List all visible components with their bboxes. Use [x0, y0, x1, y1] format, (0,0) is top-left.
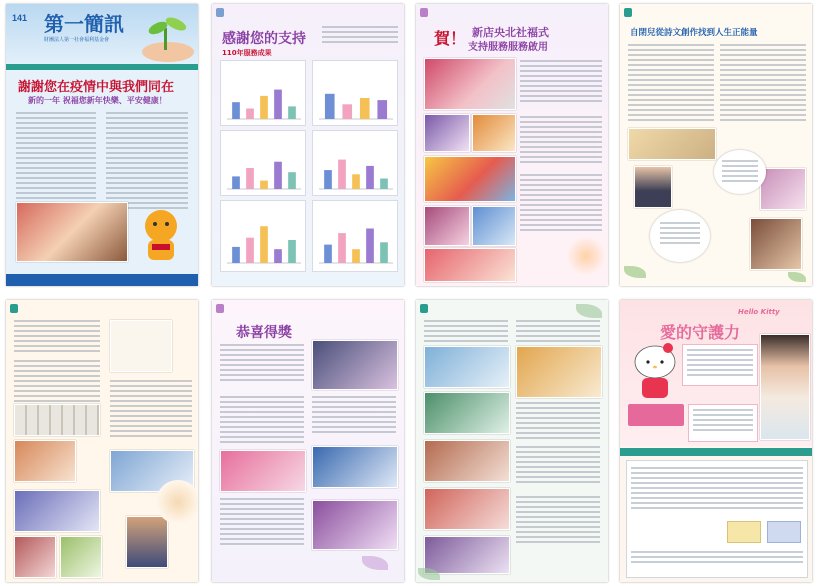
chart-bar: [352, 249, 360, 263]
page-6-awards: [212, 300, 404, 582]
chart-bar: [260, 226, 268, 263]
page-3-title-line3: 支持服務服務啟用: [468, 42, 548, 53]
page-3-title-mark: 賀！: [434, 29, 467, 48]
page-2-tag: [216, 8, 224, 17]
page-3-header: [416, 4, 608, 20]
chart-bar: [342, 104, 352, 119]
poem-bubble: [650, 210, 710, 262]
page-6-award-list: [220, 344, 304, 384]
poem-text: [660, 222, 700, 247]
cover-article-col2: [106, 112, 188, 212]
form-fields: [631, 467, 803, 512]
chart-bar: [377, 100, 387, 119]
certificate-photo: [110, 320, 172, 372]
page-4-text-col1: [628, 44, 714, 124]
chart-bar: [260, 181, 268, 189]
event-photo: [424, 488, 510, 530]
poem-text: [722, 160, 758, 185]
chart-bar: [260, 96, 268, 119]
page-1-cover: [6, 4, 198, 286]
page-8-campaign: [620, 300, 812, 582]
event-photo: [472, 206, 516, 246]
hello-kitty-icon: [630, 340, 680, 400]
chart-bar: [232, 247, 240, 263]
event-photo: [424, 536, 510, 574]
chart-bar: [380, 179, 388, 190]
activity-photo: [14, 536, 56, 578]
chart-bar: [338, 233, 346, 263]
event-photo: [424, 392, 510, 434]
page-7-events: [416, 300, 608, 582]
event-photo: [424, 248, 516, 282]
event-photo: [516, 346, 602, 398]
page-5-header: [6, 300, 198, 316]
page-6-text-col3: [220, 498, 304, 548]
chart-panel: [312, 200, 398, 272]
ambassador-photo: [760, 334, 810, 440]
chart-bar: [324, 245, 332, 263]
campaign-steps-text: [693, 409, 753, 434]
campaign-info-box: [682, 344, 758, 386]
event-photo: [472, 114, 516, 152]
page-3-text-bottom: [520, 174, 602, 234]
page-6-text-col2: [312, 396, 396, 436]
chart-panel: [312, 130, 398, 196]
page-2-service-results: [212, 4, 404, 286]
page-4-tag: [624, 8, 632, 17]
cover-group-photo: [16, 202, 128, 262]
chart-bar: [288, 240, 296, 263]
page-4-title: 自閉兒從詩文創作找到人生正能量: [630, 28, 758, 38]
page-3-text-mid: [520, 116, 602, 166]
chart-bar: [232, 176, 240, 189]
bar-chart: [315, 71, 395, 123]
activity-photo: [60, 536, 102, 578]
drawing-photo: [750, 218, 802, 270]
decorative-circle: [156, 480, 198, 524]
chart-bar: [274, 162, 282, 189]
chart-bar: [246, 168, 254, 189]
chart-bar: [274, 90, 282, 119]
page-5-text-col2: [110, 380, 192, 440]
bar-chart: [315, 141, 395, 193]
page-2-header: [212, 4, 404, 20]
event-photo: [424, 440, 510, 482]
page-6-text-col1: [220, 396, 304, 446]
campaign-steps-box: [688, 404, 758, 442]
bar-chart: [223, 71, 303, 123]
poem-bubble: [714, 150, 766, 194]
chart-bar: [325, 94, 335, 119]
award-photo: [312, 500, 398, 550]
cover-footer: [6, 274, 198, 286]
page-7-text-col2: [516, 320, 600, 345]
event-photo: [424, 346, 510, 388]
chart-bar: [232, 102, 240, 119]
page-7-text-col4: [516, 446, 600, 486]
bar-chart: [223, 211, 303, 267]
chart-bar: [366, 166, 374, 189]
page-5-text-top: [14, 320, 100, 355]
tiger-mascot-icon: [130, 204, 192, 262]
cover-main-title: 謝謝您在疫情中與我們同在: [18, 80, 175, 95]
chart-panel: [220, 60, 306, 126]
donation-form: [626, 460, 808, 578]
page-3-tag: [420, 8, 428, 17]
bar-chart: [315, 211, 395, 267]
decorative-flare: [566, 236, 606, 276]
chart-bar: [366, 229, 374, 264]
shelf-photo: [628, 128, 716, 160]
page-2-section-title: 110年服務成果: [222, 49, 272, 57]
award-photo: [220, 450, 306, 492]
award-photo: [312, 446, 398, 488]
hand-sprout-icon: [138, 8, 196, 66]
leaf-decoration-icon: [362, 556, 388, 570]
page-3-opening: [416, 4, 608, 286]
gift-item-photo: [727, 521, 761, 543]
event-photo: [424, 114, 470, 152]
page-4-text-col2: [720, 44, 806, 124]
issue-number: 141: [12, 13, 28, 23]
page-7-tag: [420, 304, 428, 313]
page-7-text-col1: [424, 320, 508, 345]
activity-photo: [14, 490, 100, 532]
page-2-intro-text: [322, 26, 398, 46]
cover-divider: [6, 64, 198, 70]
campaign-callout: [628, 404, 684, 426]
chart-bar: [246, 109, 254, 120]
page-7-text-col3: [516, 402, 600, 442]
activity-photo: [126, 516, 168, 568]
chart-bar: [288, 172, 296, 189]
page-5-tag: [10, 304, 18, 313]
page-3-text-top: [520, 60, 602, 105]
event-photo: [424, 206, 470, 246]
bar-chart: [223, 141, 303, 193]
leaf-decoration-icon: [788, 272, 806, 282]
cover-article-col1: [16, 112, 96, 212]
page-4-header: [620, 4, 812, 20]
chart-panel: [220, 130, 306, 196]
chart-bar: [380, 242, 388, 263]
artwork-photo: [760, 168, 806, 210]
masthead-title: 第一簡訊: [44, 12, 124, 36]
page-6-tag: [216, 304, 224, 313]
chart-bar: [288, 106, 296, 119]
form-header-bar: [620, 448, 812, 456]
ribbon-cutting-photo: [424, 58, 516, 110]
page-5-activities: [6, 300, 198, 582]
chart-bar: [274, 249, 282, 263]
portrait-photo: [634, 166, 672, 208]
publisher-name: 財團法人第一社會福利基金會: [44, 37, 110, 43]
cover-subtitle: 新的一年 祝福您新年快樂、平安健康！: [28, 95, 167, 105]
form-notes: [631, 551, 803, 566]
leaf-decoration-icon: [624, 266, 646, 278]
campaign-headline: 愛的守護力: [660, 323, 741, 342]
chart-bar: [352, 174, 360, 189]
page-6-title: 恭喜得獎: [236, 325, 292, 341]
chart-panel: [312, 60, 398, 126]
page-5-text-col1: [14, 360, 100, 405]
page-7-text-col5: [516, 496, 600, 546]
chart-bar: [246, 238, 254, 263]
page-6-header: [212, 300, 404, 316]
campaign-info-text: [687, 349, 753, 379]
brand-logo: Hello Kitty: [738, 308, 780, 316]
page-4-poetry-story: [620, 4, 812, 286]
gift-item-photo: [767, 521, 801, 543]
page-2-title: 感謝您的支持: [222, 31, 306, 47]
activity-photo: [14, 440, 76, 482]
chart-bar: [338, 160, 346, 189]
kids-performance-photo: [424, 156, 516, 202]
page-3-title-line2: 新店央北社福式: [472, 26, 549, 39]
handcraft-photo: [14, 404, 100, 436]
chart-bar: [324, 170, 332, 189]
chart-bar: [360, 98, 370, 119]
chart-panel: [220, 200, 306, 272]
award-ceremony-photo: [312, 340, 398, 390]
